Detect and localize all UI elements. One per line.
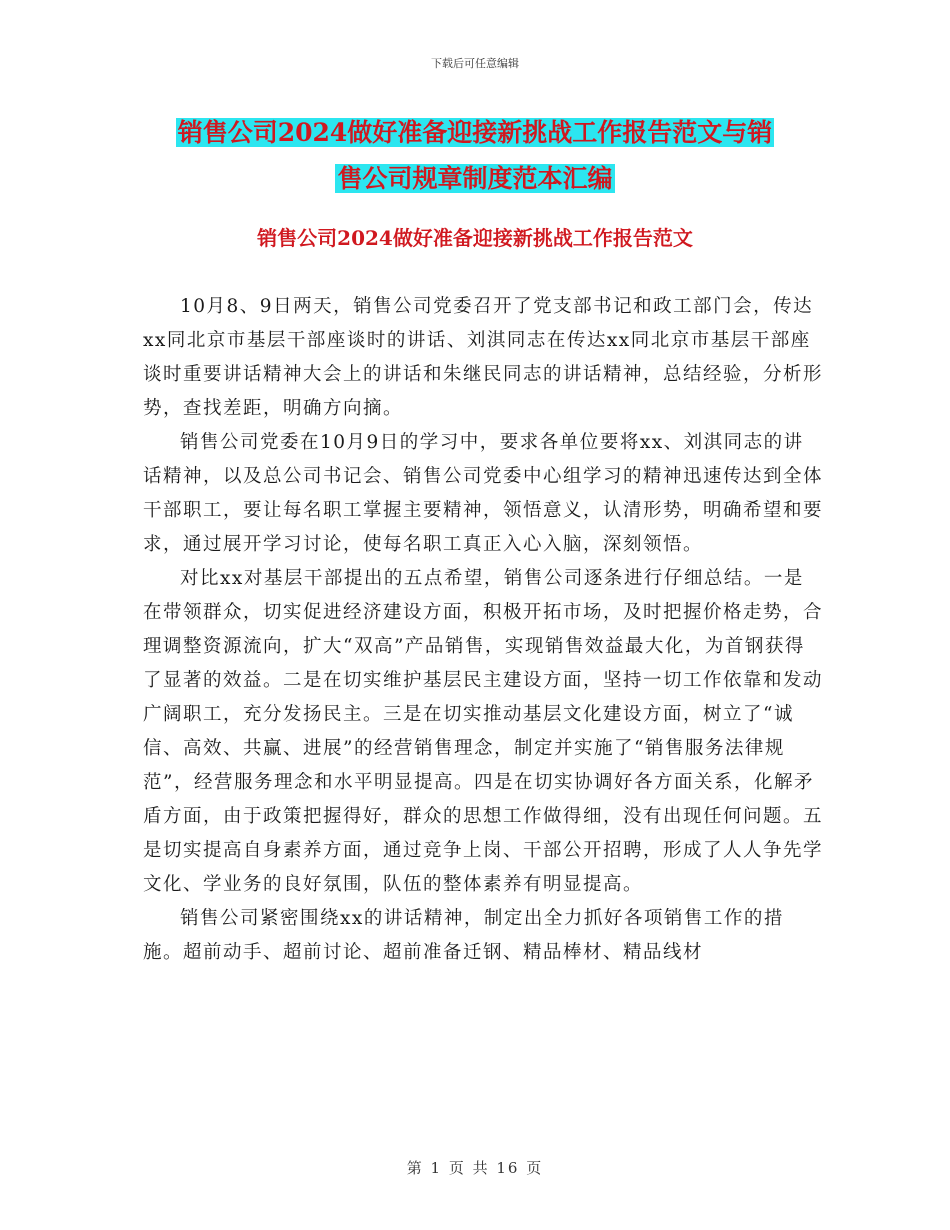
page-number: 第 1 页 共 16 页 [406, 1159, 544, 1177]
header-note: 下载后可任意编辑 [431, 57, 519, 70]
paragraph: 销售公司党委在10月9日的学习中，要求各单位要将xx、刘淇同志的讲话精神，以及总公司书记会、销售公司党委中心组学习的精神迅速传达到全体干部职工，要让每名职工掌握主要精神，领悟意义，认清形势，明确希望和要求，通过展开学习讨论，使每名职工真正入心入脑，深刻领悟。 [143, 432, 824, 555]
document-title-line-2: 售公司规章制度范本汇编 [337, 164, 613, 193]
section-title: 销售公司2024做好准备迎接新挑战工作报告范文 [257, 226, 693, 250]
paragraph: 销售公司紧密围绕xx的讲话精神，制定出全力抓好各项销售工作的措施。超前动手、超前讨论、超前准备迁钢、精品棒材、精品线材 [143, 908, 784, 963]
document-title [0, 110, 950, 202]
paragraph: 对比xx对基层干部提出的五点希望，销售公司逐条进行仔细总结。一是在带领群众，切实促进经济建设方面，积极开拓市场，及时把握价格走势，合理调整资源流向，扩大“双高”产品销售，实现销售效益最大化，为首钢获得了显著的效益。二是在切实维护基层民主建设方面，坚持一切工作依靠和发动广阔职工，充分发扬民主。三是在切实推动基层文化建设方面，树立了“诚信、高效、共赢、进展”的经营销售理念，制定并实施了“销售服务法律规范”，经营服务理念和水平明显提高。四是在切实协调好各方面关系，化解矛盾方面，由于政策把握得好，群众的思想工作做得细，没有出现任何问题。五是切实提高自身素养方面，通过竞争上岗、干部公开招聘，形成了人人争先学文化、学业务的良好氛围，队伍的整体素养有明显提高。 [143, 568, 824, 895]
paragraph: 10月8、9日两天，销售公司党委召开了党支部书记和政工部门会，传达xx同北京市基层干部座谈时的讲话、刘淇同志在传达xx同北京市基层干部座谈时重要讲话精神大会上的讲话和朱继民同志的讲话精神，总结经验，分析形势，查找差距，明确方向摘。 [143, 296, 824, 419]
document-title-line-1: 销售公司2024做好准备迎接新挑战工作报告范文与销 [177, 118, 773, 147]
body-text [143, 290, 823, 970]
